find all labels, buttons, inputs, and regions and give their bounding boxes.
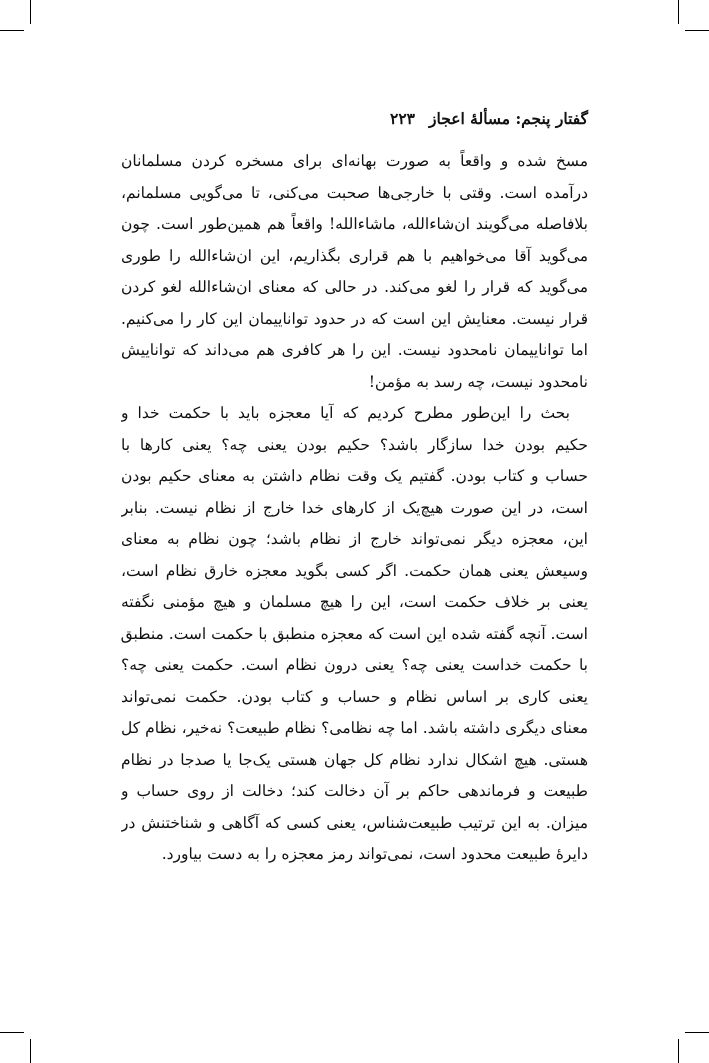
text-line: طبیعت و فرماندهی حاکم بر آن دخالت کند؛ دخالت از روی حساب و [121,782,588,800]
text-line: حساب و کتاب بودن. گفتیم یک وقت نظام داشتن به معنای حکیم بودن [121,467,588,485]
running-head [121,106,588,130]
text-line: درآمده است. وقتی با خارجی‌ها صحبت می‌کنی، تا می‌گویی مسلمانم، [121,183,588,202]
paragraph-2 [121,398,588,871]
text-line: است. آنچه گفته شده این است که معجزه منطبق با حکمت است. منطبق [121,624,588,643]
crop-mark-top-right-vertical [678,0,679,24]
text-line: دایرهٔ طبیعت محدود است، نمی‌تواند رمز معجزه را به دست بیاورد. [161,845,588,863]
crop-mark-bottom-left-vertical [30,1039,31,1063]
text-line: هستی. هیچ اشکال ندارد نظام کل جهان هستی یک‌جا یا صدجا در نظام [121,750,588,769]
text-line: مسخ شده و واقعاً به صورت بهانه‌ای برای مسخره کردن مسلمانان [121,152,588,170]
page-number: ۲۲۳ [390,108,416,128]
chapter-title: گفتار پنجم: مسألهٔ اعجاز [429,108,588,128]
text-line: اما تواناییمان نامحدود نیست. این را هر کافری هم می‌داند که تواناییش [121,341,588,359]
text-line: حکیم بودن خدا سازگار باشد؟ حکیم بودن یعنی چه؟ یعنی کارها با [121,435,588,454]
text-line: بحث را این‌طور مطرح کردیم که آیا معجزه باید با حکمت خدا و [121,404,570,422]
text-line: این، معجزه دیگر نمی‌تواند خارج از نظام باشد؛ چون نظام به معنای [121,530,588,548]
text-line: میزان. به این ترتیب طبیعت‌شناس، یعنی کسی که آگاهی و شناختنش در [121,813,588,832]
text-line: قرار نیست. معنایش این است که در حدود تواناییمان این کار را می‌کنیم. [121,309,588,328]
text-line: وسیعش یعنی همان حکمت. اگر کسی بگوید معجزه خارق نظام است، [121,561,588,580]
crop-mark-top-left-horizontal [0,30,24,31]
body-text [121,146,588,871]
paragraph-1 [121,146,588,398]
crop-mark-top-left-vertical [30,0,31,24]
text-line: یعنی بر خلاف حکمت است، این را هیچ مسلمان و هیچ مؤمنی نگفته [121,593,588,611]
text-line: می‌گوید آقا می‌خواهیم با هم قراری بگذاریم، این ان‌شاءالله را طوری [121,246,588,265]
crop-mark-bottom-left-horizontal [0,1032,24,1033]
text-line: است، در این صورت هیچ‌یک از کارهای خدا خارج از نظام نیست. بنابر [121,498,588,517]
text-line: با حکمت خداست یعنی چه؟ یعنی درون نظام است. حکمت یعنی چه؟ [121,656,588,674]
crop-mark-bottom-right-vertical [678,1039,679,1063]
text-line: می‌گوید که قرار را لغو می‌کند. در حالی که معنای ان‌شاءالله لغو کردن [121,278,588,296]
crop-mark-bottom-right-horizontal [685,1032,709,1033]
text-line: نامحدود نیست، چه رسد به مؤمن! [368,372,588,391]
text-line: معنای دیگری داشته باشد. اما چه نظامی؟ نظام طبیعت؟ نه‌خیر، نظام کل [121,719,588,737]
crop-mark-top-right-horizontal [685,30,709,31]
text-line: یعنی کاری بر اساس نظام و حساب و کتاب بودن. حکمت نمی‌تواند [121,687,588,706]
text-line: بلافاصله می‌گویند ان‌شاءالله، ماشاءالله! واقعاً هم همین‌طور است. چون [121,215,588,233]
